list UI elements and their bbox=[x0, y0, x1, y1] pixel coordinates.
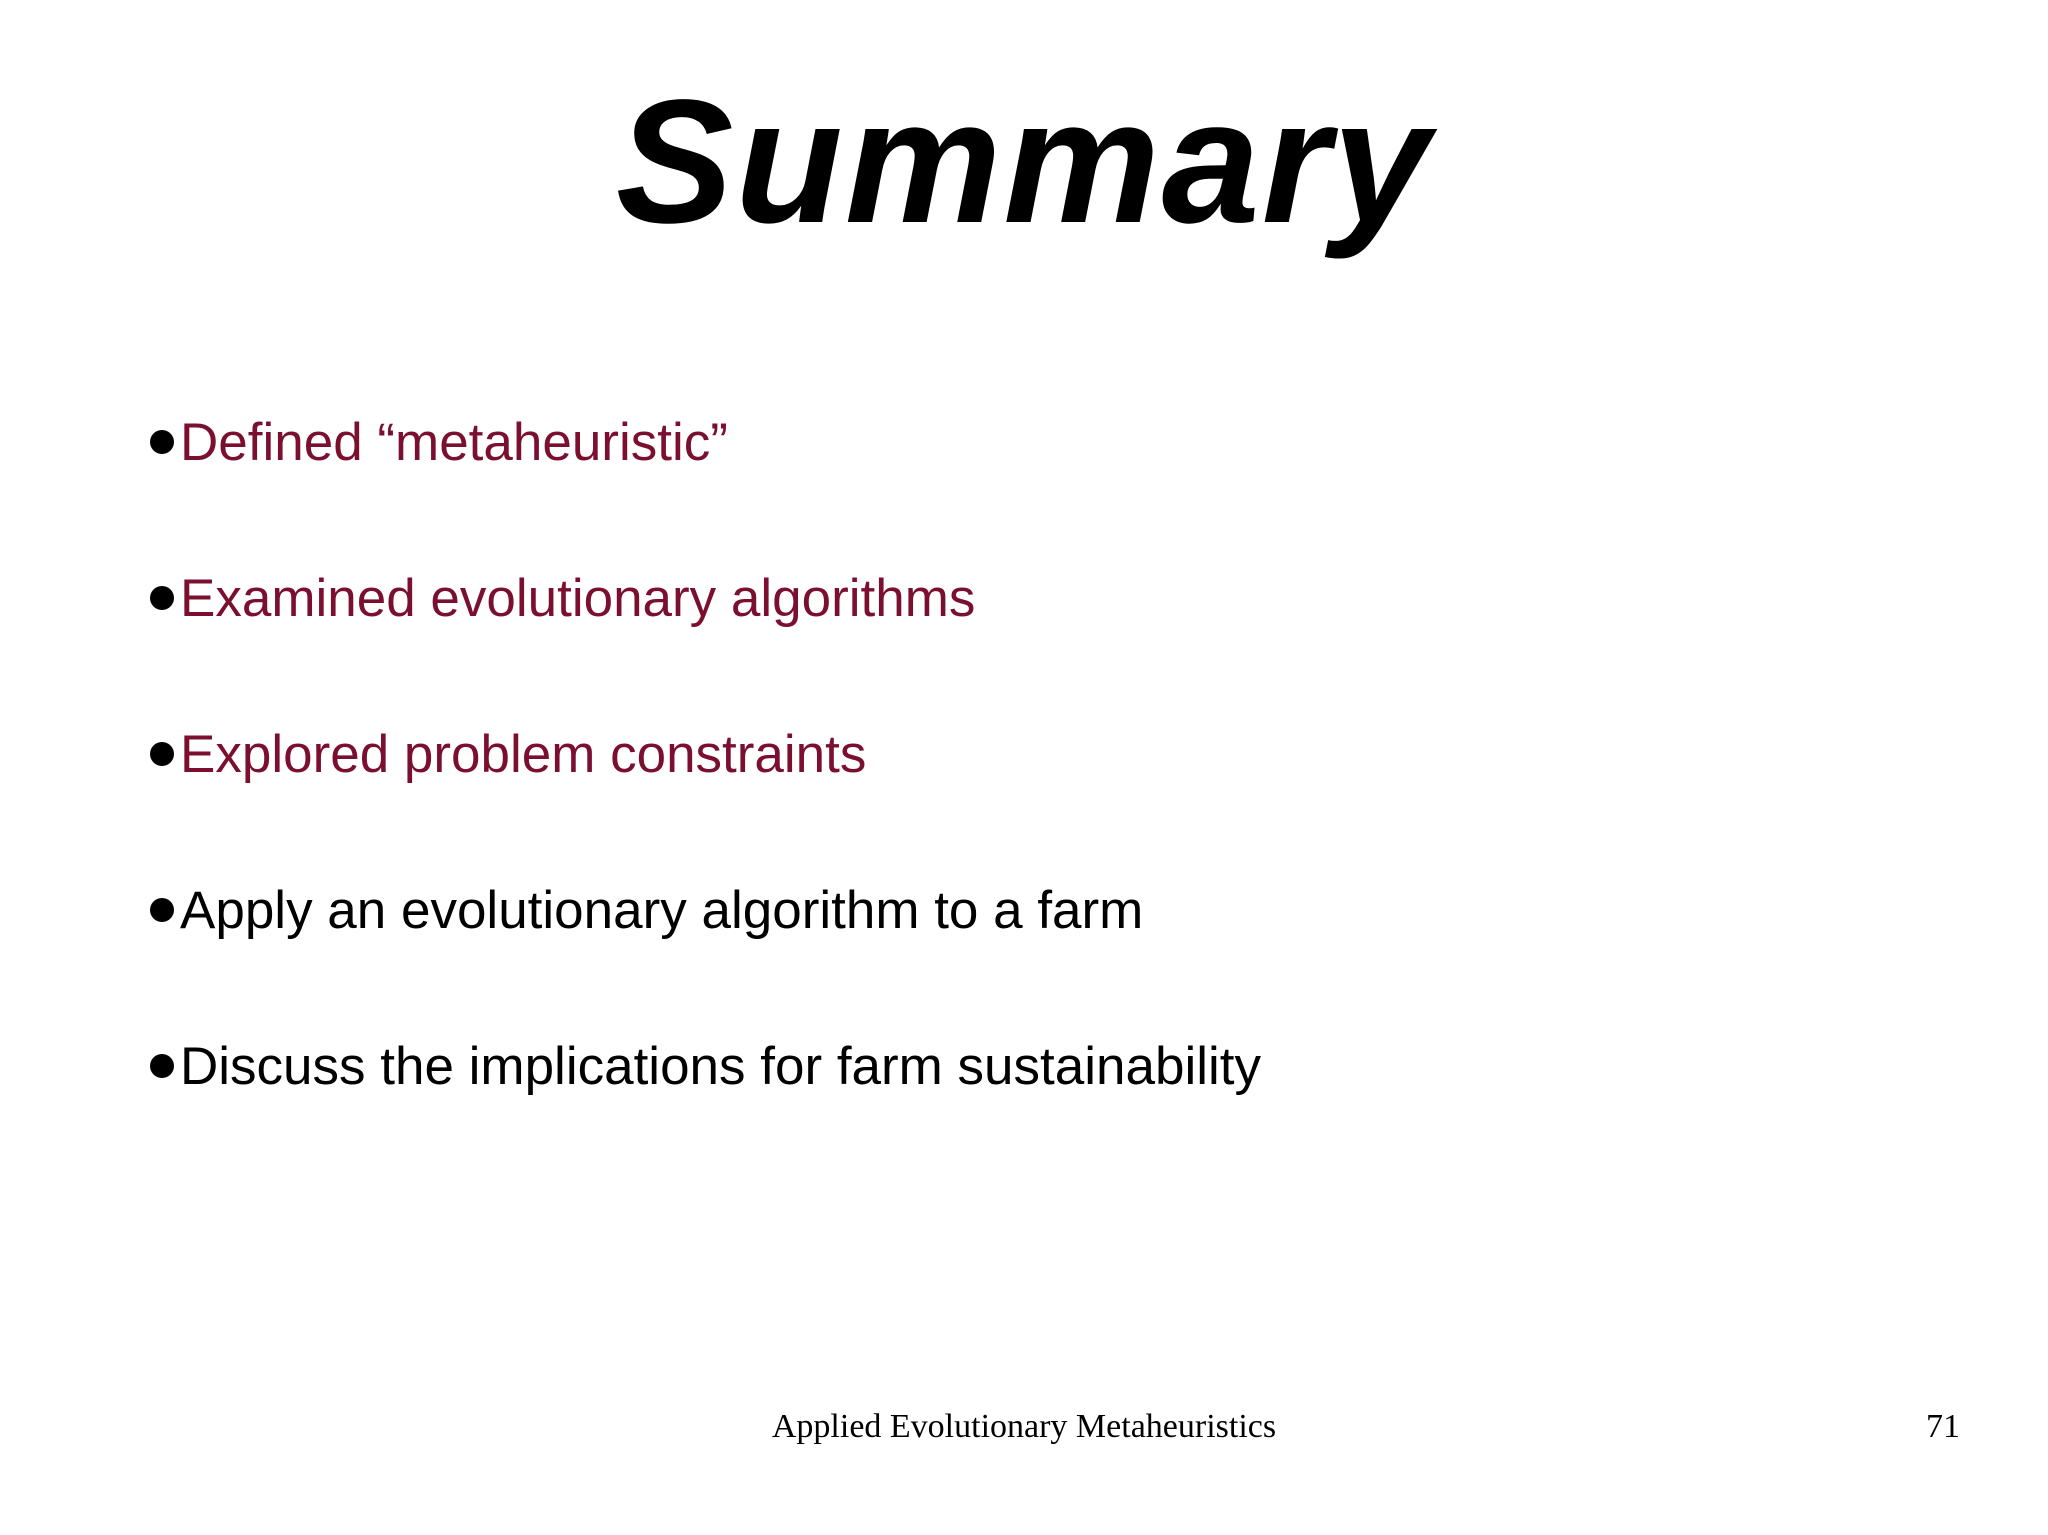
bullet-dot-icon bbox=[150, 586, 174, 610]
page-number: 71 bbox=[1926, 1408, 1960, 1445]
bullet-item-discuss-implications bbox=[150, 1032, 1261, 1188]
bullet-dot-icon bbox=[150, 430, 174, 454]
slide-footer: Applied Evolutionary Metaheuristics bbox=[771, 1408, 1277, 1445]
bullet-text: Examined evolutionary algorithms bbox=[180, 569, 976, 628]
bullet-dot-icon bbox=[150, 898, 174, 922]
bullet-text: Apply an evolutionary algorithm to a farm bbox=[180, 881, 1144, 940]
bullet-item-explored-constraints bbox=[150, 720, 1261, 876]
slide-title: Summary bbox=[615, 64, 1433, 260]
bullet-item-apply-algorithm bbox=[150, 876, 1261, 1032]
bullet-item-examined-algorithms bbox=[150, 564, 1261, 720]
bullet-text: Explored problem constraints bbox=[180, 725, 867, 784]
bullet-dot-icon bbox=[150, 742, 174, 766]
bullet-item-defined-metaheuristic bbox=[150, 408, 1261, 564]
bullet-dot-icon bbox=[150, 1054, 174, 1078]
bullet-list bbox=[150, 408, 1261, 1188]
bullet-text: Discuss the implications for farm sustainability bbox=[180, 1037, 1261, 1096]
bullet-text: Defined “metaheuristic” bbox=[180, 413, 728, 472]
